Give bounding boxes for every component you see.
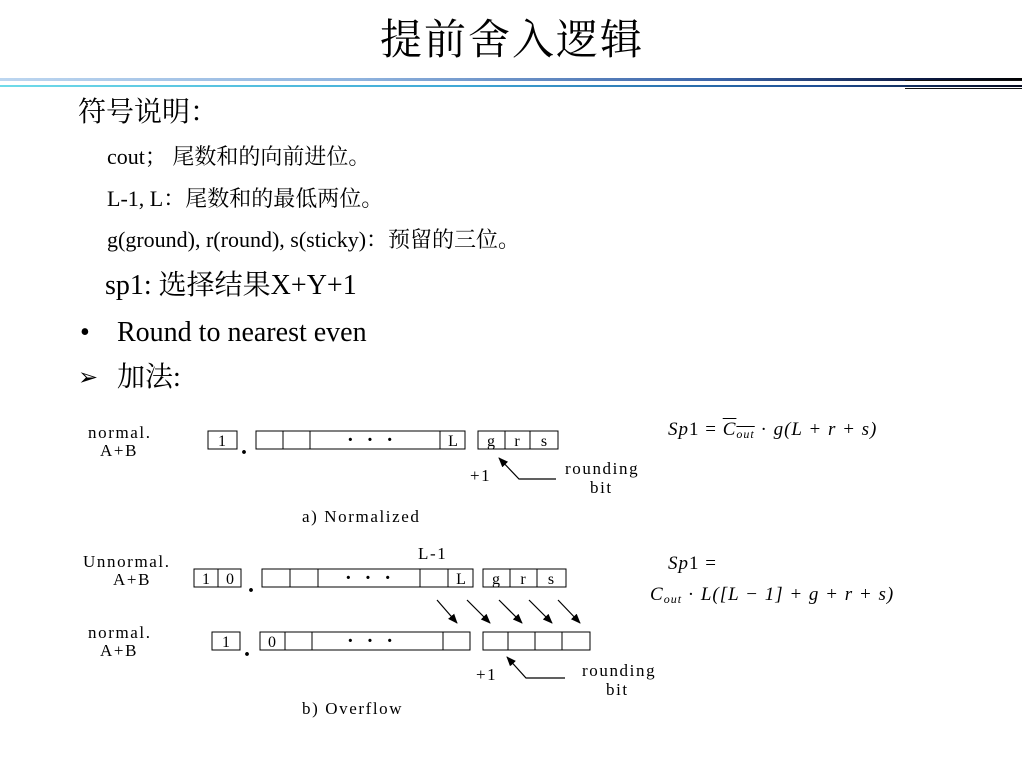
lead-bit-value: 1 bbox=[202, 571, 210, 588]
mantissa-ellipsis: · · · bbox=[346, 429, 398, 451]
shift-arrow bbox=[467, 600, 490, 623]
formula-rest: L([L − 1] + g + r + s) bbox=[700, 584, 895, 605]
formula-cout-bar bbox=[723, 419, 755, 440]
label-normal: normal. bbox=[88, 623, 152, 642]
rounding-arrow bbox=[507, 657, 565, 678]
symbol-line-grs: g(ground), r(round), s(sticky)：预留的三位。 bbox=[107, 227, 521, 252]
mantissa-row bbox=[256, 431, 465, 449]
header-rule-dark bbox=[905, 80, 1022, 81]
lead-bit-cell bbox=[212, 632, 240, 650]
lead-bit-value: 1 bbox=[218, 433, 226, 450]
bit-s: s bbox=[547, 571, 555, 588]
formula-equals: = bbox=[705, 419, 717, 440]
slide-title: 提前舍入逻辑 bbox=[379, 18, 644, 64]
symbol-line-l: L-1, L：尾数和的最低两位。 bbox=[107, 186, 384, 211]
formula-cout-sub: out bbox=[663, 592, 683, 606]
bit-zero: 0 bbox=[268, 634, 276, 651]
rounding-arrow bbox=[499, 458, 556, 479]
plus-one-label: +1 bbox=[476, 665, 498, 684]
shift-arrow bbox=[499, 600, 522, 623]
symbols-heading: 符号说明： bbox=[78, 97, 219, 128]
symbol-line-sp1: sp1: 选择结果X+Y+1 bbox=[105, 270, 357, 301]
lead-bit-value: 1 bbox=[222, 634, 230, 651]
lead-bit-value: 0 bbox=[226, 571, 234, 588]
shift-arrow bbox=[558, 600, 580, 623]
formula-lhs: Sp bbox=[668, 419, 689, 440]
formula-overflow-line1 bbox=[668, 553, 717, 575]
bit-s: s bbox=[540, 433, 548, 450]
rounding-label: rounding bbox=[565, 459, 640, 478]
radix-point: . bbox=[248, 572, 254, 598]
label-l-minus-1: L-1 bbox=[418, 544, 448, 563]
grs-cells bbox=[483, 632, 590, 650]
label-a-plus-b: A+B bbox=[113, 570, 152, 589]
formula-lhs: Sp bbox=[668, 553, 689, 574]
label-a-plus-b: A+B bbox=[100, 441, 139, 460]
formula-equals: = bbox=[705, 553, 717, 574]
label-a-plus-b: A+B bbox=[100, 641, 139, 660]
label-normal: normal. bbox=[88, 423, 152, 442]
header-rule-thick bbox=[0, 78, 1022, 81]
mantissa-ellipsis: · · · bbox=[346, 630, 398, 652]
grs-cells bbox=[483, 569, 566, 587]
header-rule-thin bbox=[0, 85, 1022, 87]
bullet-text: Round to nearest even bbox=[117, 317, 367, 348]
formula-lhs-num: 1 bbox=[689, 553, 700, 574]
shift-arrow bbox=[529, 600, 552, 623]
grs-cells bbox=[478, 431, 558, 449]
header-rule-dark bbox=[905, 88, 1022, 89]
formula-lhs-num: 1 bbox=[689, 419, 700, 440]
label-unnormal: Unnormal. bbox=[83, 552, 171, 571]
formula-overflow-line2 bbox=[650, 584, 894, 607]
bit-l: L bbox=[456, 571, 466, 588]
mantissa-row bbox=[260, 632, 470, 650]
lead-bit-cells bbox=[194, 569, 241, 587]
rounding-label: rounding bbox=[582, 661, 657, 680]
addition-heading: 加法: bbox=[117, 362, 181, 393]
lead-bit-cell bbox=[208, 431, 237, 449]
shift-arrow bbox=[437, 600, 457, 623]
radix-point: . bbox=[241, 434, 247, 460]
caption-overflow: b) Overflow bbox=[302, 699, 404, 718]
arrow-bullet-icon: ➢ bbox=[78, 365, 99, 391]
bit-g: g bbox=[487, 433, 495, 450]
mantissa-ellipsis: · · · bbox=[344, 567, 396, 589]
formula-cout-base: C bbox=[722, 419, 737, 440]
plus-one-label: +1 bbox=[470, 466, 492, 485]
formula-normalized bbox=[668, 419, 877, 442]
formula-cout-base: C bbox=[650, 584, 664, 605]
formula-cout-sub: out bbox=[736, 427, 755, 441]
bit-r: r bbox=[520, 571, 526, 588]
rounding-bit-label: bit bbox=[590, 478, 613, 497]
bit-r: r bbox=[514, 433, 520, 450]
radix-point: . bbox=[244, 636, 250, 662]
mantissa-row bbox=[262, 569, 473, 587]
caption-normalized: a) Normalized bbox=[302, 507, 421, 526]
formula-rest: g(L + r + s) bbox=[773, 419, 878, 440]
bit-l: L bbox=[448, 433, 458, 450]
bullet-marker: • bbox=[80, 317, 90, 348]
bit-g: g bbox=[492, 571, 500, 588]
symbol-line-cout: cout； 尾数和的向前进位。 bbox=[107, 144, 371, 169]
formula-dot: · bbox=[760, 419, 768, 440]
rounding-bit-label: bit bbox=[606, 680, 629, 699]
formula-dot: · bbox=[687, 584, 696, 605]
